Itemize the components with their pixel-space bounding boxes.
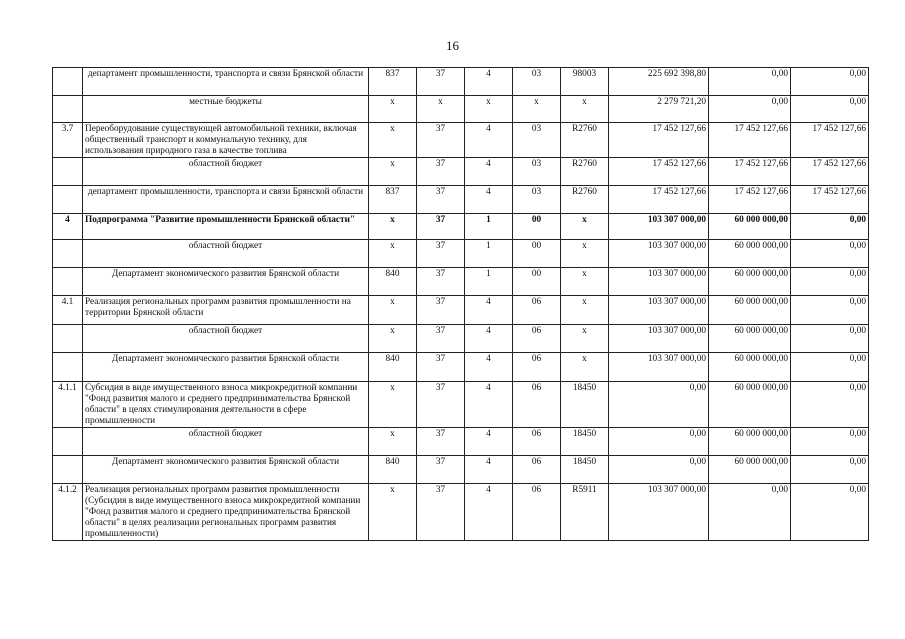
amount-year-1: 0,00 — [609, 456, 709, 484]
row-number — [53, 428, 83, 456]
amount-year-2: 60 000 000,00 — [709, 382, 791, 428]
row-description: Реализация региональных программ развития промышленности (Субсидия в виде имущественного взноса микрокредитной компании "Фонд развития малого и среднего предпринимательства Брянской области" в целях реализации региональных программ развития промышленности) — [83, 484, 369, 541]
amount-year-1: 103 307 000,00 — [609, 296, 709, 325]
code-direction: х — [561, 296, 609, 325]
row-number — [53, 158, 83, 186]
code-direction: 18450 — [561, 382, 609, 428]
code-program: 37 — [417, 240, 465, 268]
amount-year-2: 0,00 — [709, 96, 791, 123]
code-subprogram: 4 — [465, 296, 513, 325]
code-program: 37 — [417, 296, 465, 325]
amount-year-3: 0,00 — [791, 96, 869, 123]
code-direction: х — [561, 268, 609, 296]
code-gv: х — [369, 484, 417, 541]
code-program: 37 — [417, 268, 465, 296]
code-subprogram: х — [465, 96, 513, 123]
amount-year-3: 0,00 — [791, 484, 869, 541]
code-direction: R2760 — [561, 186, 609, 214]
code-event: х — [513, 96, 561, 123]
code-program: 37 — [417, 214, 465, 240]
code-gv: х — [369, 214, 417, 240]
amount-year-1: 225 692 398,80 — [609, 68, 709, 96]
code-program: 37 — [417, 353, 465, 382]
amount-year-3: 0,00 — [791, 268, 869, 296]
table-row — [53, 268, 869, 296]
row-description: областной бюджет — [83, 158, 369, 186]
code-gv: 840 — [369, 456, 417, 484]
amount-year-3: 0,00 — [791, 68, 869, 96]
code-program: 37 — [417, 428, 465, 456]
code-event: 06 — [513, 353, 561, 382]
amount-year-1: 103 307 000,00 — [609, 214, 709, 240]
code-event: 06 — [513, 456, 561, 484]
amount-year-2: 17 452 127,66 — [709, 186, 791, 214]
code-event: 06 — [513, 325, 561, 353]
code-event: 00 — [513, 240, 561, 268]
code-gv: 840 — [369, 353, 417, 382]
code-direction: R2760 — [561, 123, 609, 158]
code-program: 37 — [417, 484, 465, 541]
table-row — [53, 68, 869, 96]
code-subprogram: 4 — [465, 325, 513, 353]
amount-year-3: 17 452 127,66 — [791, 158, 869, 186]
row-description: областной бюджет — [83, 240, 369, 268]
amount-year-1: 103 307 000,00 — [609, 484, 709, 541]
row-number — [53, 456, 83, 484]
code-event: 03 — [513, 68, 561, 96]
amount-year-2: 60 000 000,00 — [709, 353, 791, 382]
row-description: Департамент экономического развития Брянской области — [83, 353, 369, 382]
table-row — [53, 382, 869, 428]
row-number — [53, 186, 83, 214]
row-number: 3.7 — [53, 123, 83, 158]
code-direction: х — [561, 353, 609, 382]
code-subprogram: 4 — [465, 186, 513, 214]
code-subprogram: 1 — [465, 268, 513, 296]
code-gv: 837 — [369, 68, 417, 96]
code-subprogram: 4 — [465, 382, 513, 428]
amount-year-1: 17 452 127,66 — [609, 186, 709, 214]
code-direction: 18450 — [561, 428, 609, 456]
table-row — [53, 240, 869, 268]
amount-year-2: 60 000 000,00 — [709, 240, 791, 268]
code-subprogram: 4 — [465, 428, 513, 456]
table-row — [53, 456, 869, 484]
amount-year-2: 60 000 000,00 — [709, 268, 791, 296]
code-gv: х — [369, 96, 417, 123]
table-row — [53, 123, 869, 158]
code-event: 06 — [513, 428, 561, 456]
row-number: 4.1.2 — [53, 484, 83, 541]
code-direction: х — [561, 240, 609, 268]
amount-year-1: 103 307 000,00 — [609, 268, 709, 296]
code-subprogram: 4 — [465, 68, 513, 96]
amount-year-2: 0,00 — [709, 484, 791, 541]
code-program: 37 — [417, 382, 465, 428]
code-subprogram: 4 — [465, 456, 513, 484]
code-event: 06 — [513, 484, 561, 541]
amount-year-3: 0,00 — [791, 296, 869, 325]
table-row — [53, 158, 869, 186]
row-description: департамент промышленности, транспорта и связи Брянской области — [83, 186, 369, 214]
code-direction: х — [561, 325, 609, 353]
row-description: Департамент экономического развития Брянской области — [83, 268, 369, 296]
code-gv: х — [369, 382, 417, 428]
row-number — [53, 68, 83, 96]
amount-year-3: 17 452 127,66 — [791, 186, 869, 214]
amount-year-2: 60 000 000,00 — [709, 296, 791, 325]
budget-table — [52, 67, 869, 541]
code-program: 37 — [417, 456, 465, 484]
row-number — [53, 240, 83, 268]
code-direction: 18450 — [561, 456, 609, 484]
row-description: Переоборудование существующей автомобильной техники, включая общественный транспорт и коммунальную технику, для использования природного газа в качестве топлива — [83, 123, 369, 158]
code-subprogram: 4 — [465, 353, 513, 382]
amount-year-1: 0,00 — [609, 382, 709, 428]
code-program: 37 — [417, 325, 465, 353]
amount-year-2: 17 452 127,66 — [709, 123, 791, 158]
amount-year-1: 103 307 000,00 — [609, 240, 709, 268]
code-program: 37 — [417, 158, 465, 186]
row-description: Департамент экономического развития Брянской области — [83, 456, 369, 484]
code-direction: х — [561, 214, 609, 240]
amount-year-2: 60 000 000,00 — [709, 214, 791, 240]
row-description: Субсидия в виде имущественного взноса микрокредитной компании "Фонд развития малого и среднего предпринимательства Брянской области" в целях стимулирования деятельности в сфере промышленности — [83, 382, 369, 428]
code-gv: х — [369, 296, 417, 325]
code-direction: R5911 — [561, 484, 609, 541]
code-gv: х — [369, 123, 417, 158]
amount-year-2: 60 000 000,00 — [709, 428, 791, 456]
code-direction: R2760 — [561, 158, 609, 186]
code-program: 37 — [417, 186, 465, 214]
code-program: 37 — [417, 123, 465, 158]
code-program: 37 — [417, 68, 465, 96]
code-subprogram: 4 — [465, 123, 513, 158]
code-gv: х — [369, 158, 417, 186]
amount-year-2: 0,00 — [709, 68, 791, 96]
code-gv: 840 — [369, 268, 417, 296]
code-direction: х — [561, 96, 609, 123]
table-row — [53, 296, 869, 325]
row-description: местные бюджеты — [83, 96, 369, 123]
amount-year-2: 60 000 000,00 — [709, 456, 791, 484]
amount-year-3: 17 452 127,66 — [791, 123, 869, 158]
amount-year-1: 103 307 000,00 — [609, 325, 709, 353]
code-event: 00 — [513, 214, 561, 240]
amount-year-2: 60 000 000,00 — [709, 325, 791, 353]
table-row — [53, 428, 869, 456]
row-number: 4 — [53, 214, 83, 240]
code-gv: х — [369, 428, 417, 456]
row-number — [53, 353, 83, 382]
code-event: 06 — [513, 296, 561, 325]
code-event: 03 — [513, 158, 561, 186]
code-subprogram: 4 — [465, 158, 513, 186]
table-row — [53, 214, 869, 240]
code-subprogram: 4 — [465, 484, 513, 541]
code-event: 03 — [513, 186, 561, 214]
amount-year-1: 17 452 127,66 — [609, 158, 709, 186]
code-subprogram: 1 — [465, 214, 513, 240]
amount-year-1: 0,00 — [609, 428, 709, 456]
amount-year-3: 0,00 — [791, 456, 869, 484]
row-description: областной бюджет — [83, 325, 369, 353]
amount-year-1: 103 307 000,00 — [609, 353, 709, 382]
table-row — [53, 353, 869, 382]
table-row — [53, 186, 869, 214]
table-row — [53, 96, 869, 123]
row-number — [53, 96, 83, 123]
row-description: Реализация региональных программ развития промышленности на территории Брянской области — [83, 296, 369, 325]
code-gv: х — [369, 325, 417, 353]
amount-year-3: 0,00 — [791, 240, 869, 268]
amount-year-1: 17 452 127,66 — [609, 123, 709, 158]
row-number — [53, 325, 83, 353]
code-direction: 98003 — [561, 68, 609, 96]
code-gv: 837 — [369, 186, 417, 214]
code-gv: х — [369, 240, 417, 268]
amount-year-3: 0,00 — [791, 325, 869, 353]
amount-year-3: 0,00 — [791, 428, 869, 456]
amount-year-3: 0,00 — [791, 353, 869, 382]
row-number — [53, 268, 83, 296]
row-description: Подпрограмма "Развитие промышленности Брянской области" — [83, 214, 369, 240]
table-row — [53, 325, 869, 353]
amount-year-1: 2 279 721,20 — [609, 96, 709, 123]
page-number: 16 — [446, 38, 459, 53]
amount-year-2: 17 452 127,66 — [709, 158, 791, 186]
amount-year-3: 0,00 — [791, 214, 869, 240]
code-program: х — [417, 96, 465, 123]
code-event: 00 — [513, 268, 561, 296]
code-event: 06 — [513, 382, 561, 428]
code-subprogram: 1 — [465, 240, 513, 268]
table-row — [53, 484, 869, 541]
row-description: областной бюджет — [83, 428, 369, 456]
row-number: 4.1.1 — [53, 382, 83, 428]
code-event: 03 — [513, 123, 561, 158]
table-body — [53, 68, 869, 541]
row-description: департамент промышленности, транспорта и связи Брянской области — [83, 68, 369, 96]
row-number: 4.1 — [53, 296, 83, 325]
amount-year-3: 0,00 — [791, 382, 869, 428]
